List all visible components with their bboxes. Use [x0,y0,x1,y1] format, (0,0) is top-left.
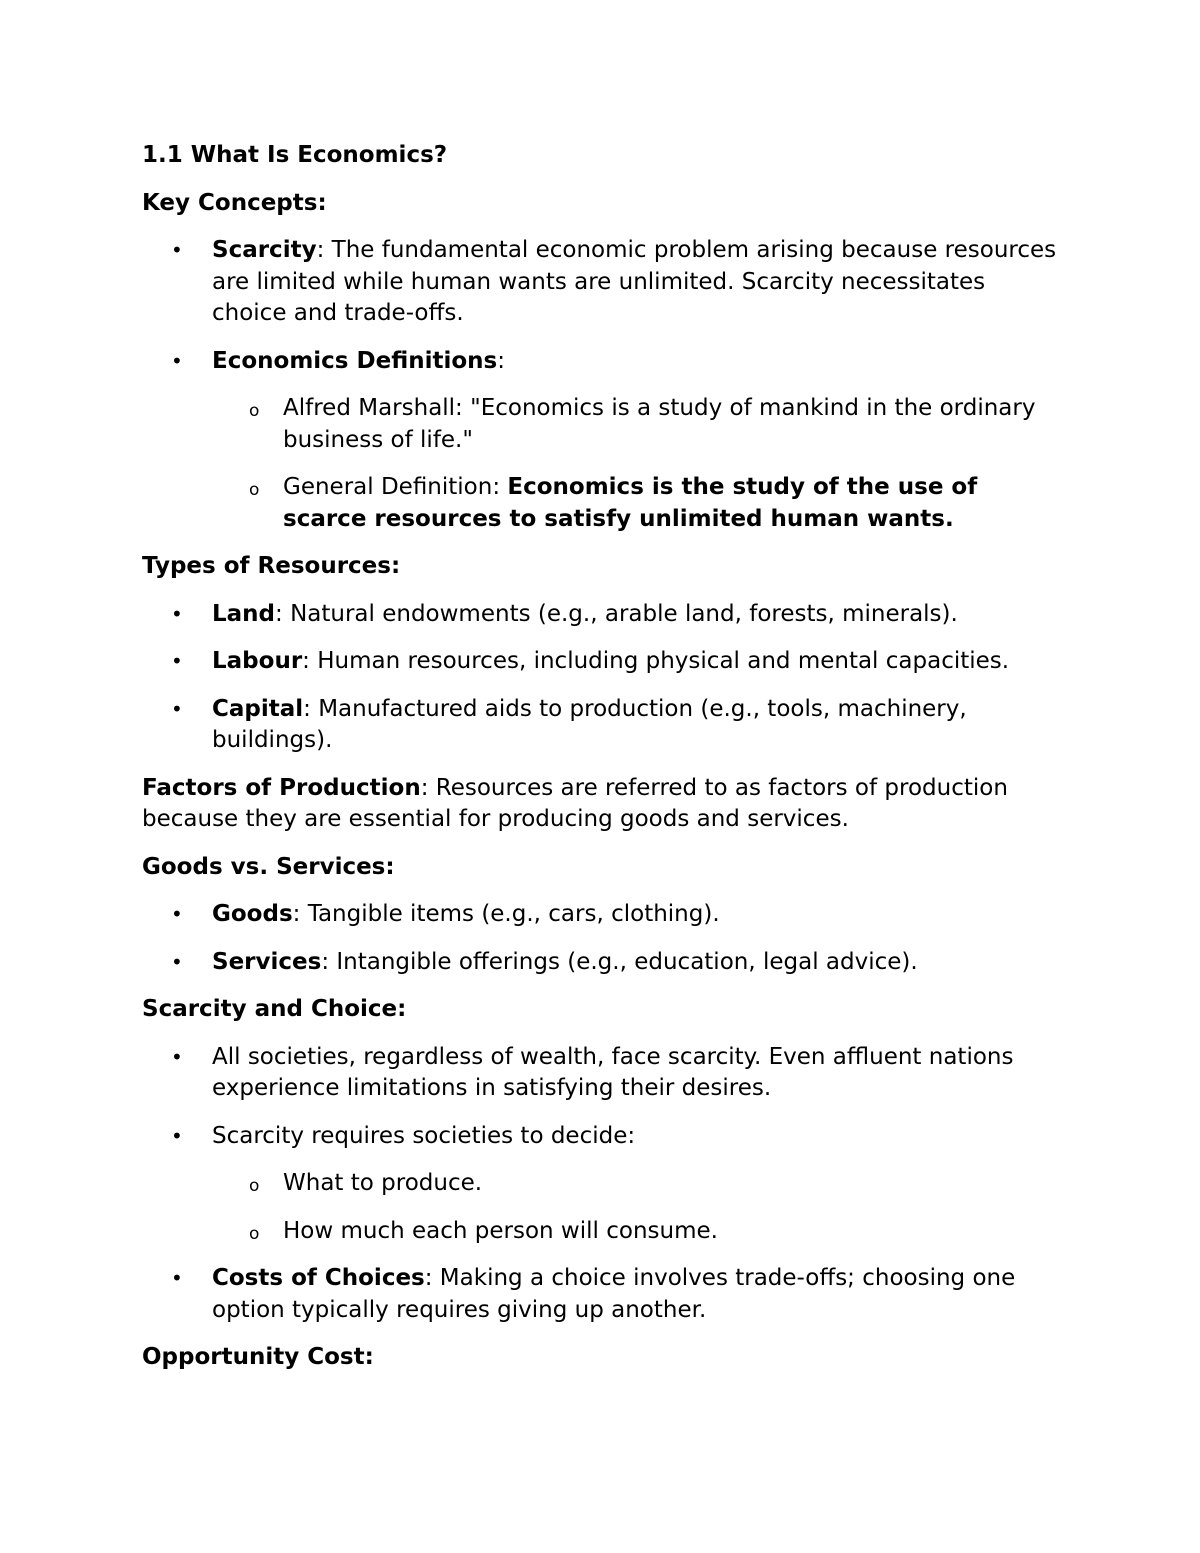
marshall-definition: Alfred Marshall: "Economics is a study of mankind in the ordinary business of life." [283,395,1036,453]
sub-list-item [212,472,1062,535]
bullet-icon: • [171,1266,183,1290]
bullet-icon: • [171,696,183,721]
goods-services-heading: Goods vs. Services: [142,853,395,880]
sub-list-item [212,1168,1062,1200]
term: Services [212,948,322,975]
term: Scarcity [212,237,317,263]
definition-text: : Tangible items (e.g., cars, clothing). [292,901,720,927]
sub-bullet-icon: o [249,1223,260,1244]
list-item [142,346,1062,536]
term: Land [212,600,276,627]
list-item [142,1121,1062,1248]
definition-text: : The fundamental economic problem arising because resources are limited while human wants are unlimited. Scarcity necessitates choice and trade-offs. [212,237,1057,326]
list-item [142,1263,1062,1326]
sub-list-item [212,393,1062,456]
list-item [142,1042,1062,1105]
definition-text: : Making a choice involves trade-offs; choosing one option typically requires giving up another. [212,1265,1016,1323]
definition-text: : Intangible offerings (e.g., education, legal advice). [321,948,918,975]
key-concepts-list [142,235,1062,535]
key-concepts-heading: Key Concepts: [142,189,327,216]
opportunity-cost-heading: Opportunity Cost: [142,1344,374,1370]
sub-bullet-icon: o [249,480,260,500]
list-item [142,599,1062,631]
sub-bullet-icon: o [249,1176,260,1196]
document-page [142,140,1062,1390]
goods-services-list [142,899,1062,978]
definitions-sublist [212,393,1062,535]
item-text: All societies, regardless of wealth, face scarcity. Even affluent nations experience limitations in satisfying their desires. [212,1043,1014,1101]
bullet-icon: • [171,238,183,262]
definition-text: : Human resources, including physical and mental capacities. [302,648,1010,674]
resources-list [142,599,1062,757]
term: Labour [212,648,303,674]
bullet-icon: • [171,1123,183,1148]
definition-text: : Manufactured aids to production (e.g., tools, machinery, buildings). [212,695,967,753]
general-definition-prefix: General Definition: [283,474,508,500]
term: Costs of Choices [212,1265,425,1291]
item-text: How much each person will consume. [283,1217,718,1244]
scarcity-choice-list [142,1042,1062,1327]
bullet-icon: • [171,348,183,373]
decisions-sublist [212,1168,1062,1247]
general-definition: Economics is the study of the use of scarce resources to satisfy unlimited human wants. [283,474,978,532]
definition-text: : Resources are referred to as factors of production because they are essential for producing goods and services. [142,774,1008,832]
list-item [142,947,1062,979]
bullet-icon: • [171,649,183,673]
factors-paragraph [142,773,1062,836]
list-item [142,646,1062,678]
term: Economics Definitions [212,347,498,374]
bullet-icon: • [171,601,183,626]
term: Capital [212,695,304,722]
definition-text: : Natural endowments (e.g., arable land, forests, minerals). [275,600,958,627]
item-text: What to produce. [283,1170,483,1196]
section-title: 1.1 What Is Economics? [142,142,448,168]
term: Goods [212,901,293,927]
resources-heading: Types of Resources: [142,553,401,579]
scarcity-choice-heading: Scarcity and Choice: [142,996,407,1022]
bullet-icon: • [171,902,183,926]
sub-bullet-icon: o [249,401,260,421]
bullet-icon: • [171,1044,183,1069]
definition-text: : [497,347,505,374]
term: Factors of Production [142,774,421,801]
list-item [142,694,1062,757]
item-text: Scarcity requires societies to decide: [212,1122,636,1149]
bullet-icon: • [171,949,183,974]
list-item [142,235,1062,330]
list-item [142,899,1062,931]
sub-list-item [212,1216,1062,1248]
